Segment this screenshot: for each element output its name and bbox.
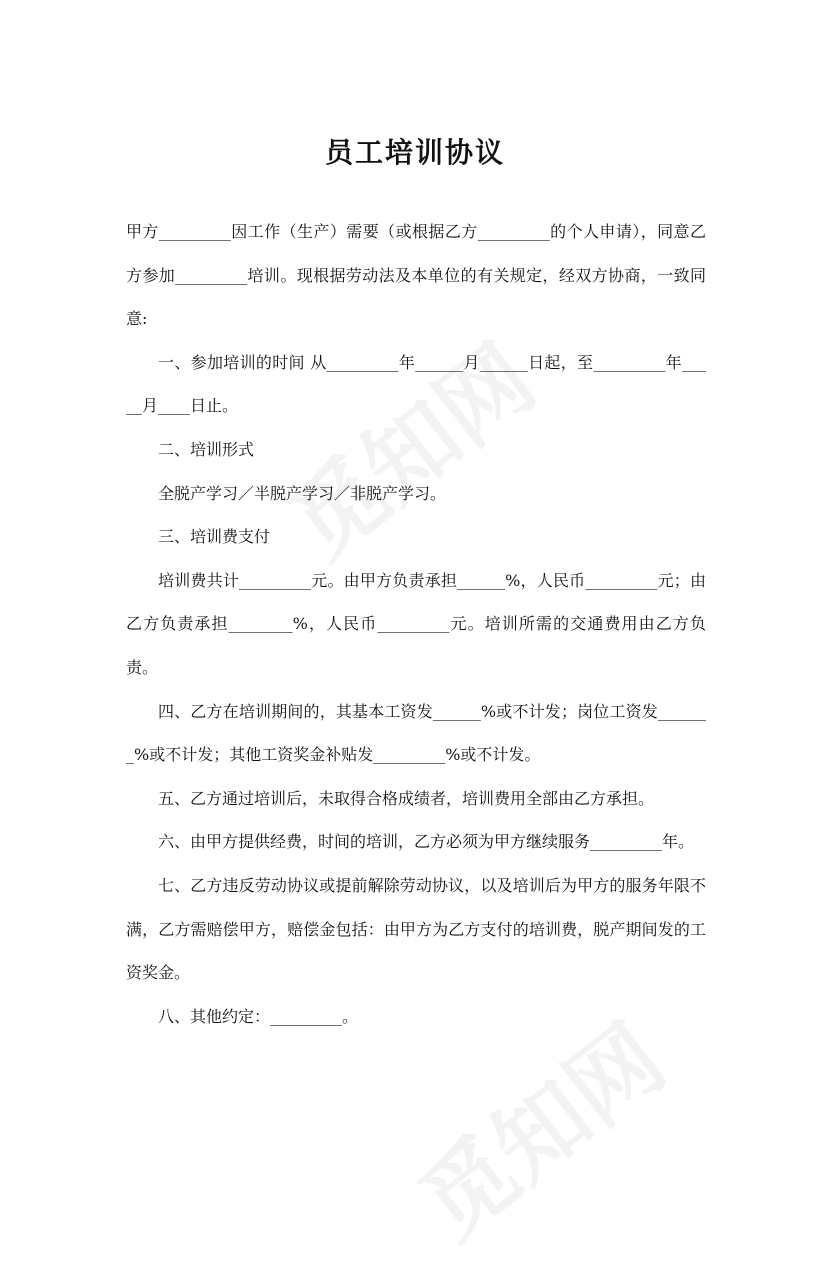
document-title: 员工培训协议: [324, 135, 505, 169]
clause-other: 八、其他约定：_________。: [158, 1006, 359, 1026]
clause-training-time: 一、参加培训的时间 从_________年______月______日起，至_________年_____月____日止。: [126, 352, 706, 416]
clause-service-term: 六、由甲方提供经费，时间的培训，乙方必须为甲方继续服务_________年。: [158, 832, 695, 852]
clause-fee-payment: 培训费共计_________元。由甲方负责承担______%，人民币_________元；由乙方负责承担________%，人民币_________元。培训所需的交通费用由乙方负责。: [126, 570, 706, 677]
clause-salary: 四、乙方在培训期间的，其基本工资发______%或不计发；岗位工资发_______%或不计发；其他工资奖金补贴发_________%或不计发。: [126, 701, 706, 765]
document-body: [126, 210, 706, 1038]
clause-failure: 五、乙方通过培训后，未取得合格成绩者，培训费用全部由乙方承担。: [158, 788, 655, 808]
intro-paragraph: 甲方_________因工作（生产）需要（或根据乙方_________的个人申请），同意乙方参加_________培训。现根据劳动法及本单位的有关规定，经双方协商，一致同意:: [126, 222, 706, 329]
clause-heading-training-form: 二、培训形式: [158, 439, 255, 459]
clause-training-form: 全脱产学习／半脱产学习／非脱产学习。: [158, 483, 447, 503]
clause-breach: 七、乙方违反劳动协议或提前解除劳动协议，以及培训后为甲方的服务年限不满，乙方需赔偿甲方，赔偿金包括：由甲方为乙方支付的培训费，脱产期间发的工资奖金。: [126, 875, 706, 983]
clause-heading-fee-payment: 三、培训费支付: [158, 527, 271, 547]
